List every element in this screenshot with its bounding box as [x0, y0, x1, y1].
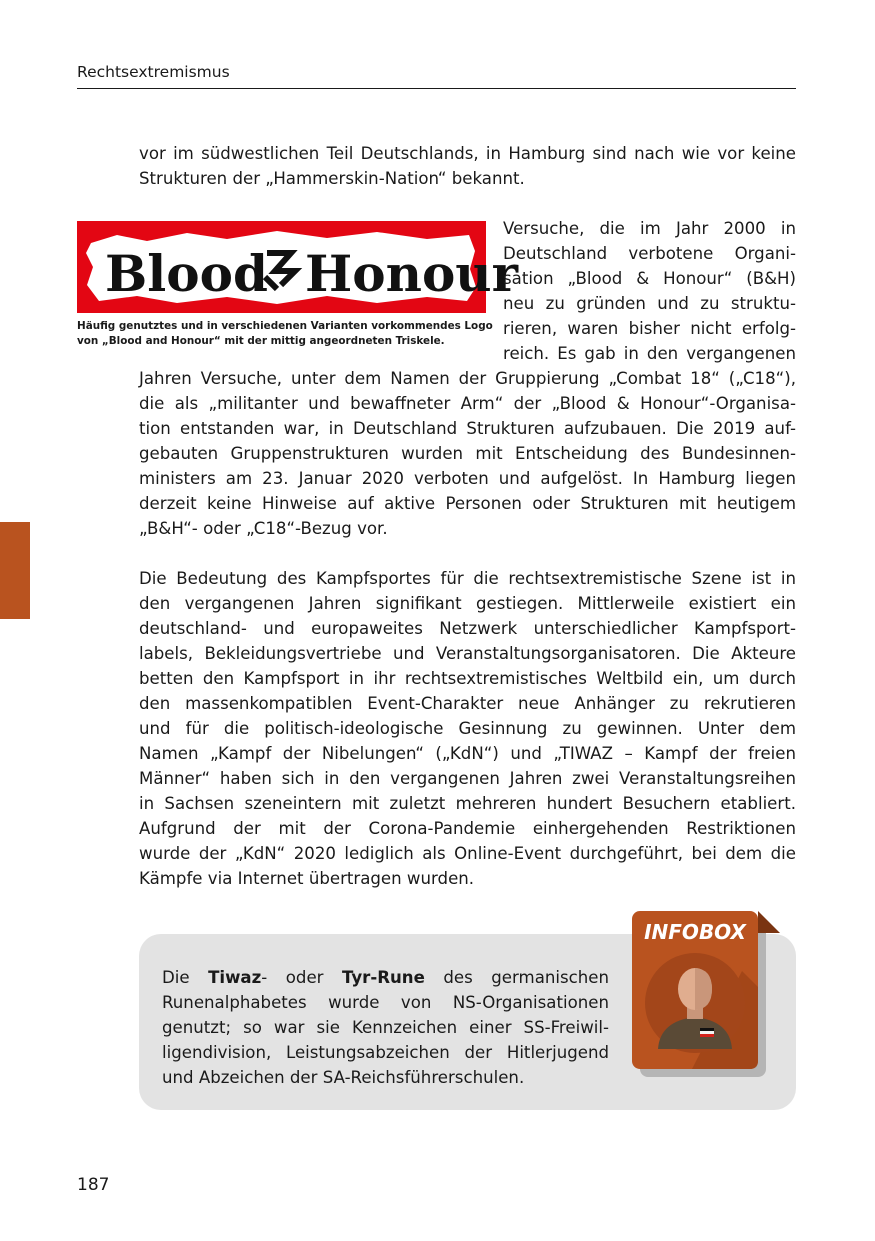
text-line: wurde der „KdN“ 2020 lediglich als Online-Event durchgeführt, bei dem die — [139, 844, 796, 863]
text-line: in Sachsen szeneintern mit zuletzt mehreren hundert Besuchern etabliert. — [139, 794, 796, 813]
term-tyr-rune: Tyr-Rune — [341, 968, 425, 987]
text-line: Strukturen der „Hammerskin-Nation“ bekannt. — [139, 169, 525, 188]
text-run: Die — [162, 968, 209, 987]
text-line: tion entstanden war, in Deutschland Strukturen aufzubauen. Die 2019 auf- — [139, 419, 796, 438]
text-line: „B&H“- oder „C18“-Bezug vor. — [139, 519, 388, 538]
text-line: ligendivision, Leistungsabzeichen der Hitlerjugend — [162, 1043, 609, 1062]
text-line: deutschland- und europaweites Netzwerk unterschiedlicher Kampfsport- — [139, 619, 796, 638]
logo-wordmark-right: Honour — [305, 244, 518, 303]
text-line: Jahren Versuche, unter dem Namen der Gruppierung „Combat 18“ („C18“), — [139, 369, 796, 388]
text-line: betten den Kampfsport in ihr rechtsextremistisches Weltbild ein, um durch — [139, 669, 796, 688]
text-line: vor im südwestlichen Teil Deutschlands, in Hamburg sind nach wie vor keine — [139, 144, 796, 163]
intro-paragraph — [139, 141, 796, 191]
infobox-text — [162, 965, 609, 1090]
running-header: Rechtsextremismus — [77, 63, 230, 81]
text-line: ministers am 23. Januar 2020 verboten und aufgelöst. In Hamburg liegen — [139, 469, 796, 488]
text-line: neu zu gründen und zu struktu- — [503, 294, 796, 313]
text-run: des germanischen — [424, 968, 609, 987]
caption-line: Häufig genutztes und in verschiedenen Varianten vorkommendes Logo — [77, 320, 493, 332]
text-line: rieren, waren bisher nicht erfolg- — [503, 319, 796, 338]
text-line: Aufgrund der mit der Corona-Pandemie einhergehenden Restriktionen — [139, 819, 796, 838]
paragraph-kampfsport — [139, 566, 796, 891]
blood-and-honour-logo — [77, 221, 518, 313]
text-line: und Abzeichen der SA-Reichsführerschulen. — [162, 1068, 525, 1087]
float-paragraph — [503, 216, 796, 366]
text-line: Namen „Kampf der Nibelungen“ („KdN“) und „TIWAZ – Kampf der freien — [139, 744, 796, 763]
text-line: Die Bedeutung des Kampfsportes für die rechtsextremistische Szene ist in — [139, 569, 796, 588]
figure-caption — [77, 319, 497, 349]
text-line: Versuche, die im Jahr 2000 in — [503, 219, 796, 238]
text-line: Deutschland verbotene Organi- — [503, 244, 796, 263]
text-line: Kämpfe via Internet übertragen wurden. — [139, 869, 475, 888]
text-run: - oder — [261, 968, 342, 987]
text-line: den massenkompatiblen Event-Charakter neue Anhänger zu rekrutieren — [139, 694, 796, 713]
caption-line: von „Blood and Honour“ mit der mittig angeordneten Triskele. — [77, 335, 445, 347]
text-line: genutzt; so war sie Kennzeichen einer SS-Freiwil- — [162, 1018, 609, 1037]
text-line — [162, 965, 609, 990]
logo-wordmark-left: Blood — [105, 244, 268, 303]
text-line: die als „militanter und bewaffneter Arm“ der „Blood & Honour“-Organisa- — [139, 394, 796, 413]
paragraph-combat18 — [139, 366, 796, 541]
infobox-badge — [632, 911, 782, 1081]
text-line: Runenalphabetes wurde von NS-Organisationen — [162, 993, 609, 1012]
term-tiwaz: Tiwaz — [208, 968, 262, 987]
text-line: und für die politisch-ideologische Gesinnung zu gewinnen. Unter dem — [139, 719, 796, 738]
text-line: den vergangenen Jahren signifikant gestiegen. Mittlerweile existiert ein — [139, 594, 796, 613]
text-line: gebauten Gruppenstrukturen wurden mit Entscheidung des Bundesinnen- — [139, 444, 796, 463]
text-line: labels, Bekleidungsvertriebe und Veranstaltungsorganisatoren. Die Akteure — [139, 644, 796, 663]
page-number: 187 — [77, 1175, 110, 1195]
header-divider — [77, 88, 796, 89]
text-line: derzeit keine Hinweise auf aktive Personen oder Strukturen mit heutigem — [139, 494, 796, 513]
text-line: reich. Es gab in den vergangenen — [503, 344, 796, 363]
infobox-label: INFOBOX — [644, 920, 746, 944]
text-line: sation „Blood & Honour“ (B&H) — [503, 269, 796, 288]
text-line: Männer“ haben sich in den vergangenen Jahren zwei Veranstaltungsreihen — [139, 769, 796, 788]
chapter-tab-marker — [0, 522, 30, 619]
